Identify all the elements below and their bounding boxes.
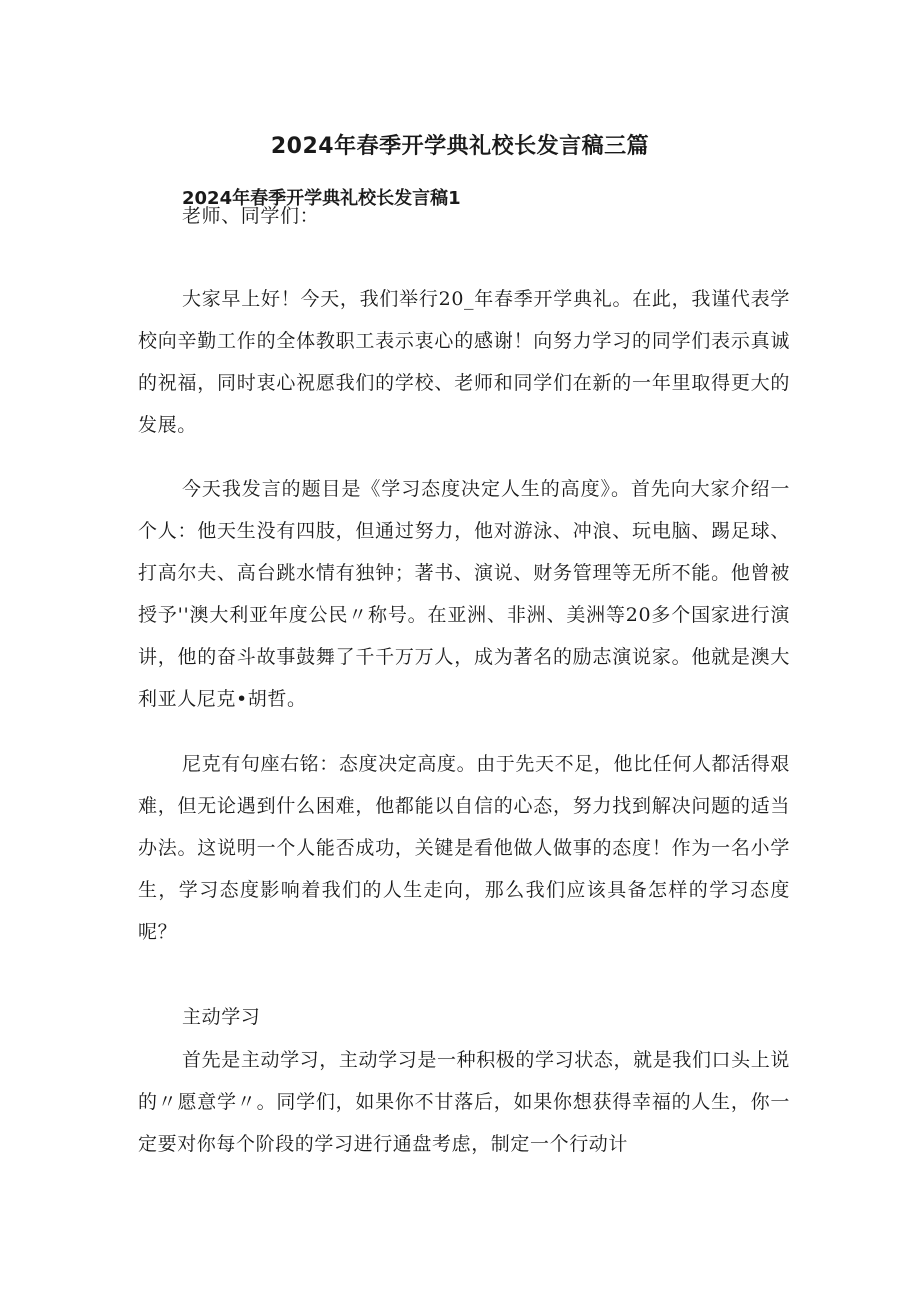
subheading-active-learning: 主动学习 bbox=[182, 1006, 261, 1028]
paragraph-opening: 大家早上好！今天，我们举行20_年春季开学典礼。在此，我谨代表学校向辛勤工作的全体教职工表示衷心的感谢！向努力学习的同学们表示真诚的祝福，同时衷心祝愿我们的学校、老师和同学们在新的一年里取得更大的发展。 bbox=[138, 288, 790, 436]
paragraph-nick-intro: 今天我发言的题目是《学习态度决定人生的高度》。首先向大家介绍一个人：他天生没有四肢，但通过努力，他对游泳、冲浪、玩电脑、踢足球、打高尔夫、高台跳水情有独钟；著书、演说、财务管理等无所不能。他曾被授予''澳大利亚年度公民〃称号。在亚洲、非洲、美洲等20多个国家进行演讲，他的奋斗故事鼓舞了千千万万人，成为著名的励志演说家。他就是澳大利亚人尼克•胡哲。 bbox=[138, 478, 790, 710]
section-heading: 2024年春季开学典礼校长发言稿1 bbox=[182, 188, 461, 209]
greeting: 老师、同学们： bbox=[182, 205, 320, 227]
document-title: 2024年春季开学典礼校长发言稿三篇 bbox=[270, 134, 650, 159]
paragraph-active-learning: 首先是主动学习，主动学习是一种积极的学习状态，就是我们口头上说的〃愿意学〃。同学们，如果你不甘落后，如果你想获得幸福的人生，你一定要对你每个阶段的学习进行通盘考虑，制定一个行动计 bbox=[138, 1049, 790, 1155]
paragraph-motto: 尼克有句座右铭：态度决定高度。由于先天不足，他比任何人都活得艰难，但无论遇到什么困难，他都能以自信的心态，努力找到解决问题的适当办法。这说明一个人能否成功，关键是看他做人做事的态度！作为一名小学生，学习态度影响着我们的人生走向，那么我们应该具备怎样的学习态度呢？ bbox=[138, 753, 790, 943]
